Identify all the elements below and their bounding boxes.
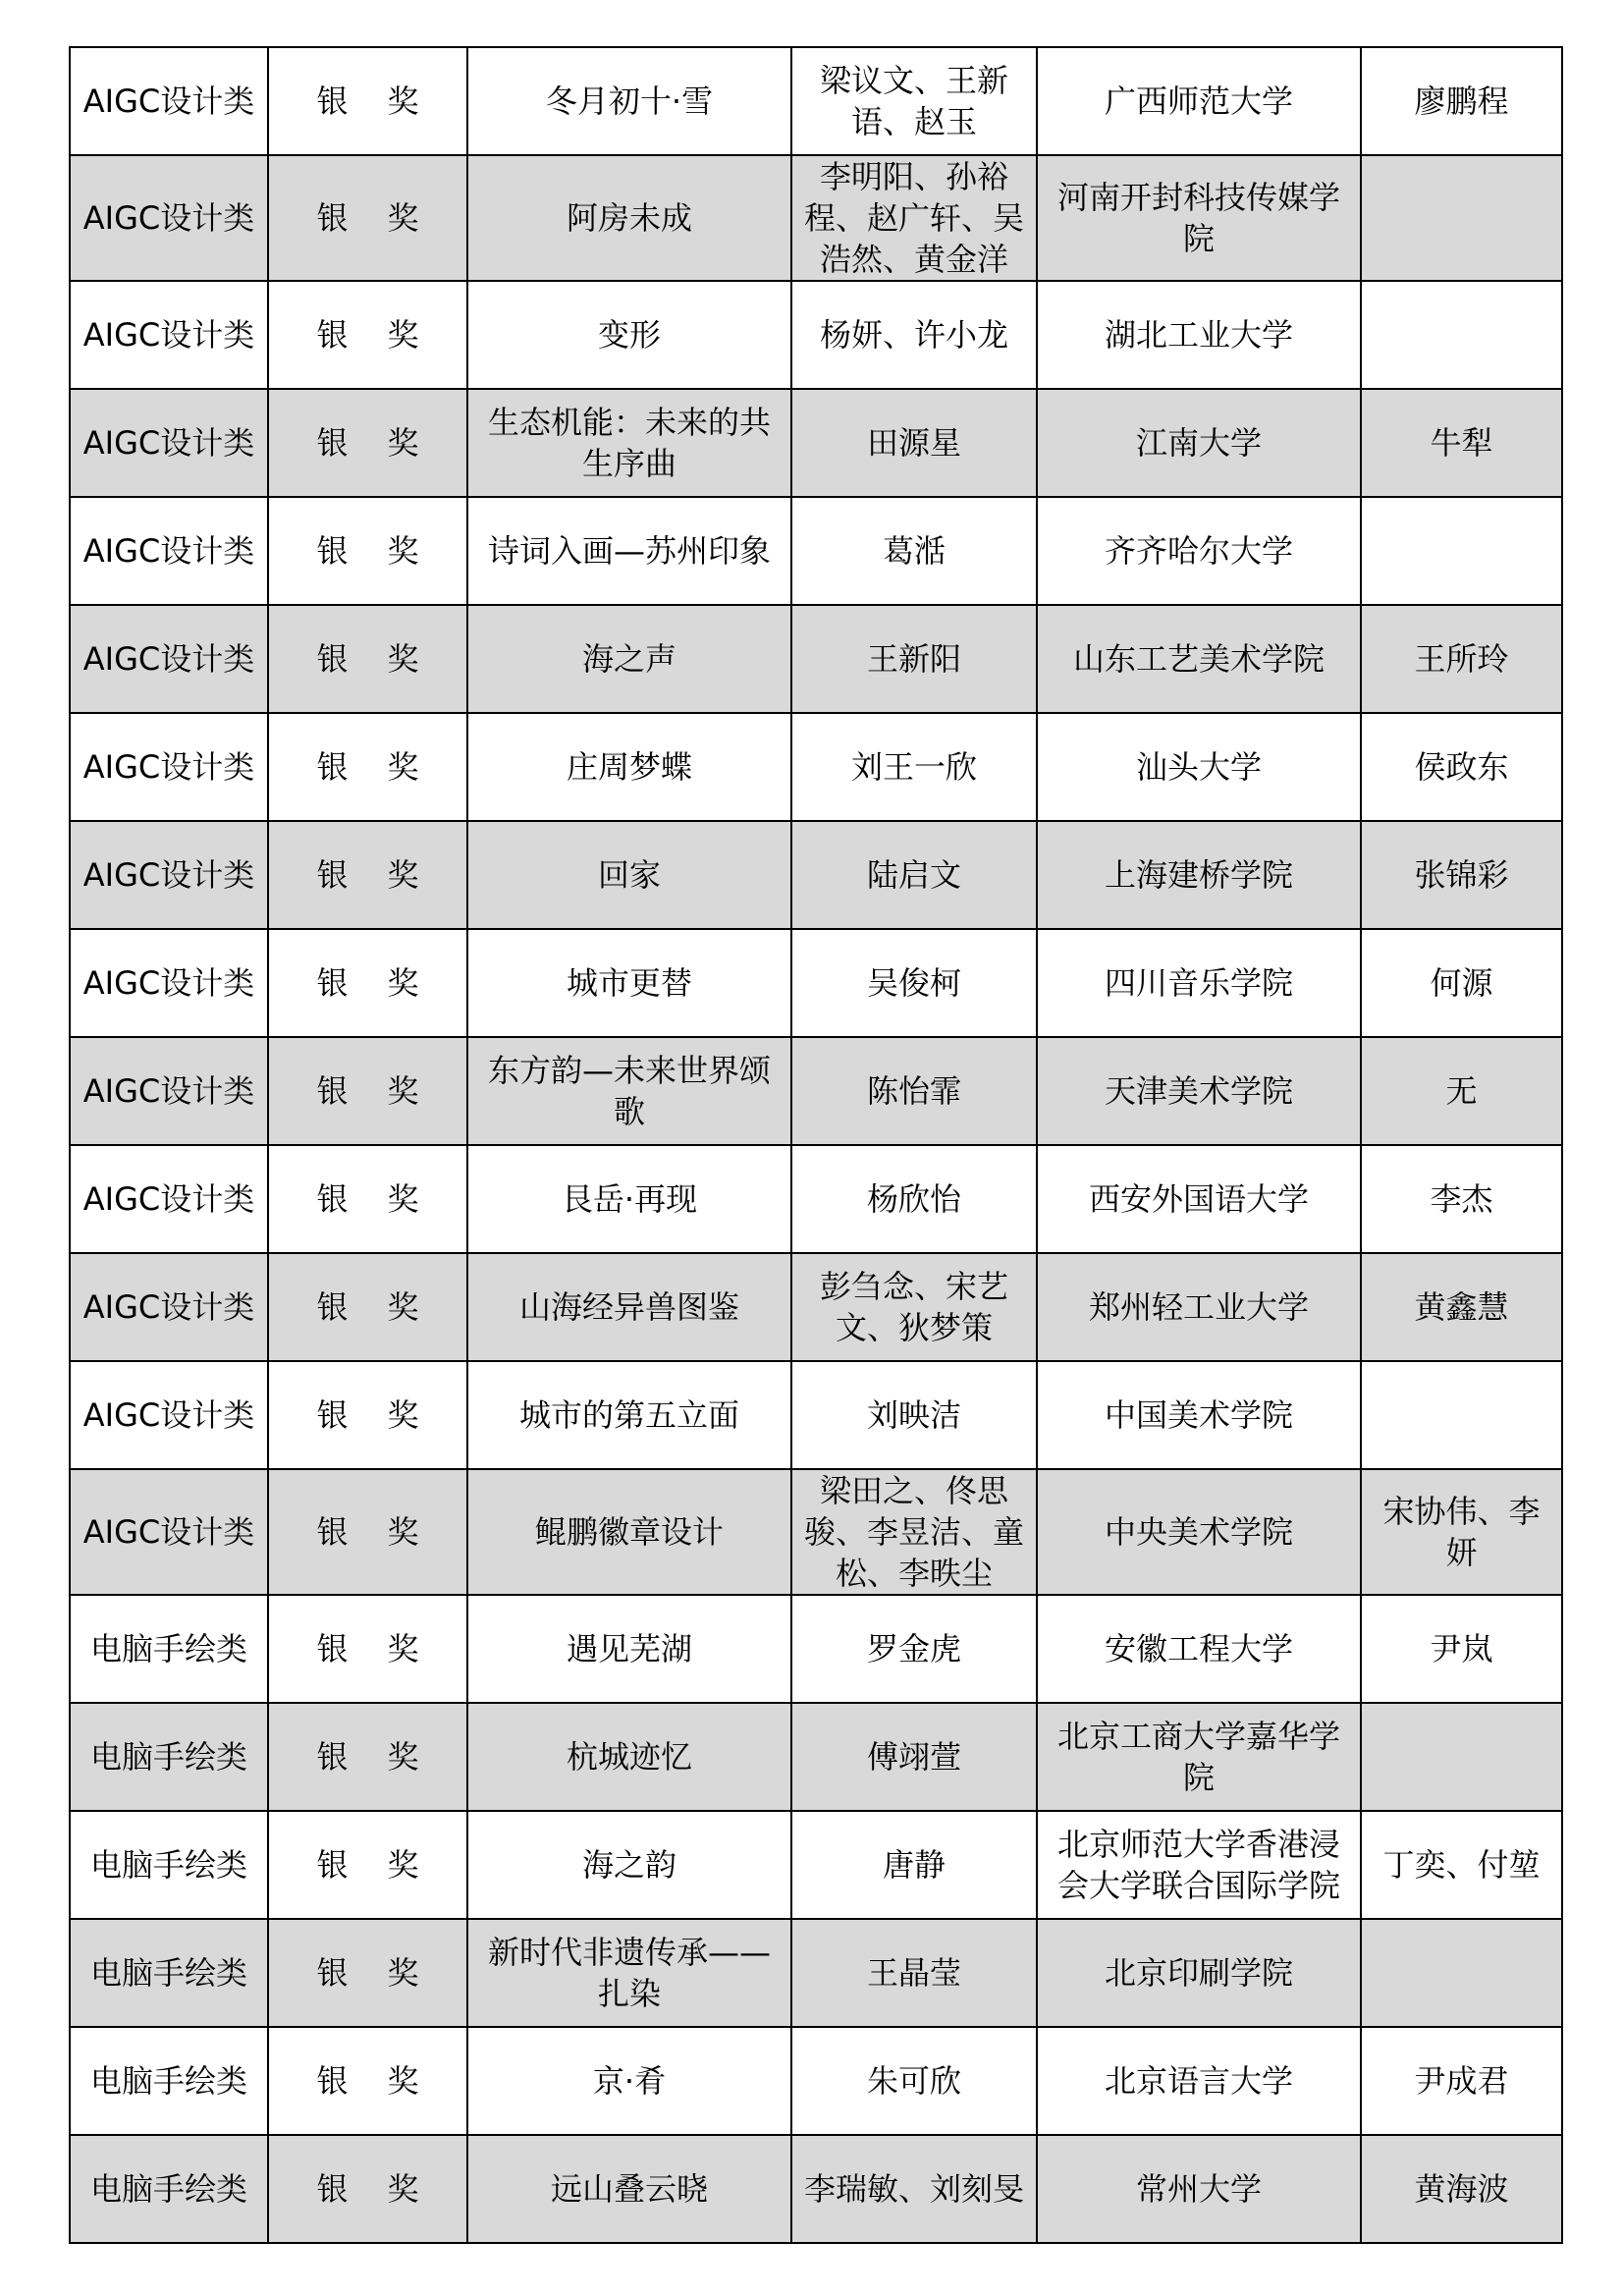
award-cell: 银奖 bbox=[268, 1145, 467, 1253]
award-cell: 银奖 bbox=[268, 47, 467, 155]
title-cell: 庄周梦蝶 bbox=[467, 713, 791, 821]
table-row bbox=[70, 1703, 1562, 1811]
table-row bbox=[70, 1919, 1562, 2027]
category-cell: AIGC设计类 bbox=[70, 929, 268, 1037]
award-cell: 银奖 bbox=[268, 1037, 467, 1145]
category-cell: AIGC设计类 bbox=[70, 155, 268, 281]
authors-cell: 傅翊萱 bbox=[791, 1703, 1037, 1811]
title-cell: 京·肴 bbox=[467, 2027, 791, 2135]
award-cell: 银奖 bbox=[268, 281, 467, 389]
category-cell: 电脑手绘类 bbox=[70, 1811, 268, 1919]
school-cell: 北京师范大学香港浸会大学联合国际学院 bbox=[1037, 1811, 1361, 1919]
authors-cell: 陈怡霏 bbox=[791, 1037, 1037, 1145]
category-cell: 电脑手绘类 bbox=[70, 2027, 268, 2135]
advisor-cell: 李杰 bbox=[1361, 1145, 1562, 1253]
table-row bbox=[70, 47, 1562, 155]
advisor-cell: 何源 bbox=[1361, 929, 1562, 1037]
authors-cell: 梁田之、佟思骏、李昱洁、童松、李昳尘 bbox=[791, 1469, 1037, 1595]
table-row bbox=[70, 155, 1562, 281]
awards-table-body bbox=[70, 47, 1562, 2243]
table-row bbox=[70, 929, 1562, 1037]
authors-cell: 葛湉 bbox=[791, 497, 1037, 605]
authors-cell: 王晶莹 bbox=[791, 1919, 1037, 2027]
category-cell: AIGC设计类 bbox=[70, 47, 268, 155]
authors-cell: 朱可欣 bbox=[791, 2027, 1037, 2135]
advisor-cell bbox=[1361, 1919, 1562, 2027]
advisor-cell: 丁奕、付堃 bbox=[1361, 1811, 1562, 1919]
authors-cell: 梁议文、王新语、赵玉 bbox=[791, 47, 1037, 155]
title-cell: 杭城迹忆 bbox=[467, 1703, 791, 1811]
advisor-cell: 侯政东 bbox=[1361, 713, 1562, 821]
authors-cell: 杨妍、许小龙 bbox=[791, 281, 1037, 389]
advisor-cell: 黄鑫慧 bbox=[1361, 1253, 1562, 1361]
table-row bbox=[70, 1253, 1562, 1361]
advisor-cell bbox=[1361, 281, 1562, 389]
table-row bbox=[70, 1361, 1562, 1469]
category-cell: 电脑手绘类 bbox=[70, 1703, 268, 1811]
advisor-cell: 牛犁 bbox=[1361, 389, 1562, 497]
award-cell: 银奖 bbox=[268, 1595, 467, 1703]
category-cell: AIGC设计类 bbox=[70, 389, 268, 497]
category-cell: AIGC设计类 bbox=[70, 1145, 268, 1253]
award-cell: 银奖 bbox=[268, 713, 467, 821]
table-row bbox=[70, 1145, 1562, 1253]
authors-cell: 彭刍念、宋艺文、狄梦策 bbox=[791, 1253, 1037, 1361]
table-row bbox=[70, 1811, 1562, 1919]
title-cell: 海之声 bbox=[467, 605, 791, 713]
category-cell: 电脑手绘类 bbox=[70, 1919, 268, 2027]
title-cell: 生态机能：未来的共生序曲 bbox=[467, 389, 791, 497]
authors-cell: 刘映洁 bbox=[791, 1361, 1037, 1469]
school-cell: 中央美术学院 bbox=[1037, 1469, 1361, 1595]
category-cell: 电脑手绘类 bbox=[70, 2135, 268, 2243]
school-cell: 天津美术学院 bbox=[1037, 1037, 1361, 1145]
authors-cell: 杨欣怡 bbox=[791, 1145, 1037, 1253]
table-row bbox=[70, 389, 1562, 497]
school-cell: 湖北工业大学 bbox=[1037, 281, 1361, 389]
category-cell: AIGC设计类 bbox=[70, 497, 268, 605]
category-cell: AIGC设计类 bbox=[70, 1469, 268, 1595]
title-cell: 遇见芜湖 bbox=[467, 1595, 791, 1703]
category-cell: AIGC设计类 bbox=[70, 1037, 268, 1145]
school-cell: 西安外国语大学 bbox=[1037, 1145, 1361, 1253]
title-cell: 艮岳·再现 bbox=[467, 1145, 791, 1253]
authors-cell: 罗金虎 bbox=[791, 1595, 1037, 1703]
award-cell: 银奖 bbox=[268, 155, 467, 281]
school-cell: 中国美术学院 bbox=[1037, 1361, 1361, 1469]
title-cell: 变形 bbox=[467, 281, 791, 389]
title-cell: 鲲鹏徽章设计 bbox=[467, 1469, 791, 1595]
category-cell: AIGC设计类 bbox=[70, 713, 268, 821]
school-cell: 广西师范大学 bbox=[1037, 47, 1361, 155]
advisor-cell bbox=[1361, 155, 1562, 281]
authors-cell: 吴俊柯 bbox=[791, 929, 1037, 1037]
title-cell: 远山叠云晓 bbox=[467, 2135, 791, 2243]
title-cell: 回家 bbox=[467, 821, 791, 929]
category-cell: 电脑手绘类 bbox=[70, 1595, 268, 1703]
advisor-cell bbox=[1361, 1703, 1562, 1811]
table-row bbox=[70, 821, 1562, 929]
category-cell: AIGC设计类 bbox=[70, 821, 268, 929]
category-cell: AIGC设计类 bbox=[70, 1361, 268, 1469]
award-cell: 银奖 bbox=[268, 2027, 467, 2135]
table-row bbox=[70, 2027, 1562, 2135]
title-cell: 冬月初十·雪 bbox=[467, 47, 791, 155]
title-cell: 海之韵 bbox=[467, 1811, 791, 1919]
school-cell: 北京语言大学 bbox=[1037, 2027, 1361, 2135]
title-cell: 山海经异兽图鉴 bbox=[467, 1253, 791, 1361]
table-row bbox=[70, 1595, 1562, 1703]
advisor-cell: 张锦彩 bbox=[1361, 821, 1562, 929]
awards-table bbox=[69, 46, 1563, 2244]
authors-cell: 唐静 bbox=[791, 1811, 1037, 1919]
award-cell: 银奖 bbox=[268, 1469, 467, 1595]
school-cell: 北京工商大学嘉华学院 bbox=[1037, 1703, 1361, 1811]
award-cell: 银奖 bbox=[268, 497, 467, 605]
school-cell: 常州大学 bbox=[1037, 2135, 1361, 2243]
school-cell: 江南大学 bbox=[1037, 389, 1361, 497]
school-cell: 河南开封科技传媒学院 bbox=[1037, 155, 1361, 281]
authors-cell: 刘王一欣 bbox=[791, 713, 1037, 821]
table-row bbox=[70, 1469, 1562, 1595]
advisor-cell: 无 bbox=[1361, 1037, 1562, 1145]
title-cell: 东方韵—未来世界颂歌 bbox=[467, 1037, 791, 1145]
award-cell: 银奖 bbox=[268, 929, 467, 1037]
table-row bbox=[70, 1037, 1562, 1145]
school-cell: 齐齐哈尔大学 bbox=[1037, 497, 1361, 605]
authors-cell: 李瑞敏、刘刻旻 bbox=[791, 2135, 1037, 2243]
school-cell: 郑州轻工业大学 bbox=[1037, 1253, 1361, 1361]
award-cell: 银奖 bbox=[268, 605, 467, 713]
advisor-cell: 王所玲 bbox=[1361, 605, 1562, 713]
authors-cell: 王新阳 bbox=[791, 605, 1037, 713]
school-cell: 山东工艺美术学院 bbox=[1037, 605, 1361, 713]
award-cell: 银奖 bbox=[268, 1703, 467, 1811]
category-cell: AIGC设计类 bbox=[70, 1253, 268, 1361]
table-row bbox=[70, 2135, 1562, 2243]
category-cell: AIGC设计类 bbox=[70, 605, 268, 713]
advisor-cell: 尹岚 bbox=[1361, 1595, 1562, 1703]
category-cell: AIGC设计类 bbox=[70, 281, 268, 389]
award-cell: 银奖 bbox=[268, 1361, 467, 1469]
school-cell: 四川音乐学院 bbox=[1037, 929, 1361, 1037]
table-row bbox=[70, 281, 1562, 389]
award-cell: 银奖 bbox=[268, 389, 467, 497]
authors-cell: 陆启文 bbox=[791, 821, 1037, 929]
title-cell: 新时代非遗传承——扎染 bbox=[467, 1919, 791, 2027]
table-row bbox=[70, 497, 1562, 605]
advisor-cell: 黄海波 bbox=[1361, 2135, 1562, 2243]
advisor-cell: 廖鹏程 bbox=[1361, 47, 1562, 155]
advisor-cell bbox=[1361, 1361, 1562, 1469]
school-cell: 汕头大学 bbox=[1037, 713, 1361, 821]
title-cell: 诗词入画—苏州印象 bbox=[467, 497, 791, 605]
award-cell: 银奖 bbox=[268, 1811, 467, 1919]
title-cell: 城市的第五立面 bbox=[467, 1361, 791, 1469]
award-cell: 银奖 bbox=[268, 2135, 467, 2243]
authors-cell: 田源星 bbox=[791, 389, 1037, 497]
award-cell: 银奖 bbox=[268, 821, 467, 929]
advisor-cell: 宋协伟、李妍 bbox=[1361, 1469, 1562, 1595]
school-cell: 安徽工程大学 bbox=[1037, 1595, 1361, 1703]
title-cell: 阿房未成 bbox=[467, 155, 791, 281]
advisor-cell: 尹成君 bbox=[1361, 2027, 1562, 2135]
authors-cell: 李明阳、孙裕程、赵广轩、吴浩然、黄金洋 bbox=[791, 155, 1037, 281]
advisor-cell bbox=[1361, 497, 1562, 605]
title-cell: 城市更替 bbox=[467, 929, 791, 1037]
school-cell: 上海建桥学院 bbox=[1037, 821, 1361, 929]
table-row bbox=[70, 713, 1562, 821]
award-cell: 银奖 bbox=[268, 1919, 467, 2027]
award-cell: 银奖 bbox=[268, 1253, 467, 1361]
school-cell: 北京印刷学院 bbox=[1037, 1919, 1361, 2027]
table-row bbox=[70, 605, 1562, 713]
